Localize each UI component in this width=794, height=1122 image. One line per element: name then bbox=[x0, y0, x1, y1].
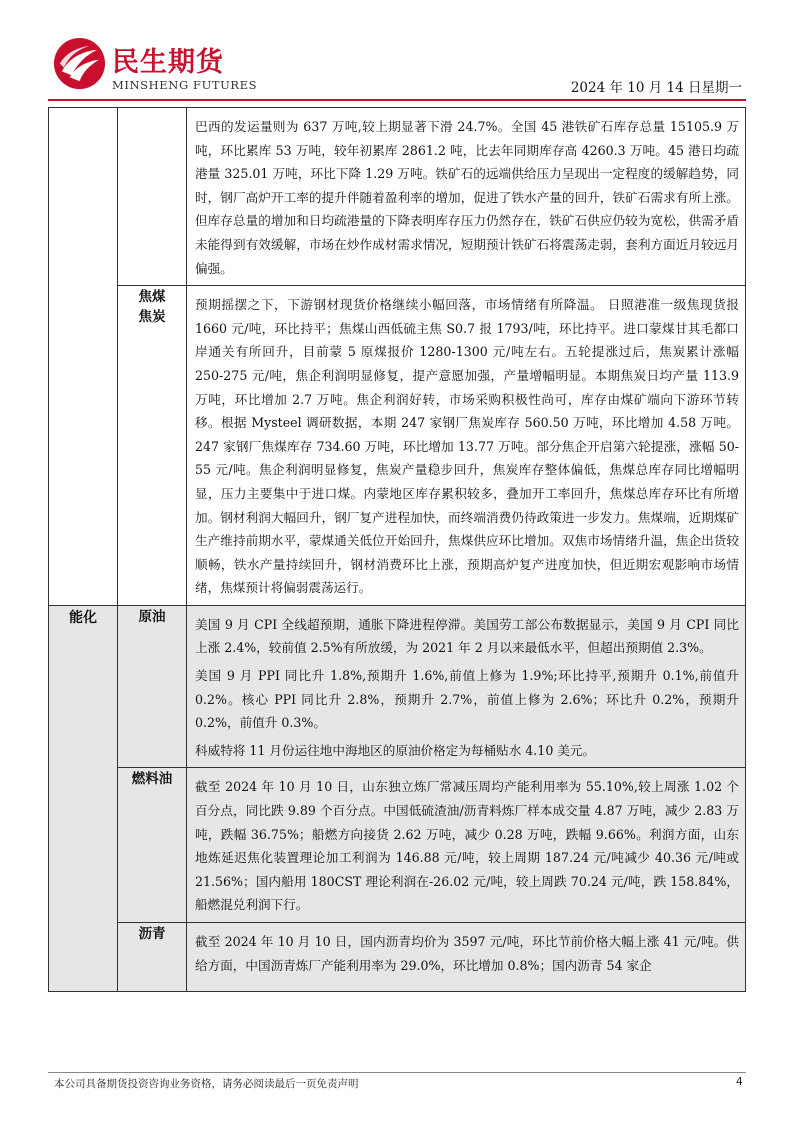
report-date: 2024 年 10 月 14 日星期一 bbox=[570, 80, 742, 96]
content-cell-iron-ore bbox=[187, 108, 746, 286]
header-divider bbox=[48, 99, 746, 101]
content-cell-coking-coal bbox=[187, 286, 746, 606]
product-cell-crude-oil bbox=[118, 605, 187, 768]
product-label: 燃料油 bbox=[131, 771, 173, 788]
page-number: 4 bbox=[736, 1076, 743, 1088]
table-row bbox=[49, 286, 746, 606]
product-cell-fuel-oil bbox=[118, 768, 187, 923]
content-cell-crude-oil bbox=[187, 605, 746, 768]
product-cell-asphalt bbox=[118, 923, 187, 992]
commodity-table bbox=[48, 107, 746, 992]
table-row bbox=[49, 923, 746, 992]
paragraph: 截至 2024 年 10 月 10 日，山东独立炼厂常减压周均产能利用率为 55.10%,较上周涨 1.02 个百分点，同比跌 9.89 个百分点。中国低硫渣油/沥青料炼厂样本成交量 4.87 万吨，减少 2.83 万吨，跌幅 36.75%；船燃方向接货 2.62 万吨，减少 0.28 万吨，跌幅 9.66%。利润方面，山东地炼延迟焦化装置理论加工利润为 146.88 元/吨，较上周期 187.24 元/吨减少 40.36 元/吨或 21.56%；国内船用 180CST 理论利润在-26.02 元/吨，较上周跌 70.24 元/吨，跌 158.84%，船燃混兑利润下行。 bbox=[195, 779, 739, 913]
product-cell bbox=[118, 108, 187, 286]
sector-cell-energy-chem bbox=[49, 605, 118, 991]
paragraph: 预期摇摆之下，下游钢材现货价格继续小幅回落，市场情绪有所降温。 日照港准一级焦现货报 1660 元/吨，环比持平；焦煤山西低硫主焦 S0.7 报 1793/吨，环比持平。进口蒙煤甘其毛都口岸通关有所回升，目前蒙 5 原煤报价 1280-1300 元/吨左右。五轮提涨过后，焦炭累计涨幅 250-275 元/吨，焦企利润明显修复，提产意愿加强，产量增幅明显。本期焦炭日均产量 113.9 万吨，环比增加 2.7 万吨。焦企利润好转，市场采购积极性尚可，库存由煤矿端向下游环节转移。根据 Mysteel 调研数据，本期 247 家钢厂焦炭库存 560.50 万吨，环比增加 4.58 万吨。247 家钢厂焦煤库存 734.60 万吨，环比增加 13.77 万吨。部分焦企开启第六轮提涨，涨幅 50-55 元/吨。焦企利润明显修复，焦炭产量稳步回升，焦炭库存整体偏低，焦煤总库存同比增幅明显，压力主要集中于进口煤。内蒙地区库存累积较多，叠加开工率回升，焦煤总库存环比有所增加。钢材利润大幅回升，钢厂复产进程加快，而终端消费仍待政策进一步发力。焦煤端，近期煤矿生产维持前期水平，蒙煤通关低位开始回升，焦煤供应环比增加。双焦市场情绪升温，焦企出货较顺畅，铁水产量持续回升，钢材消费环比上涨，预期高炉复产进度加快，但近期宏观影响市场情绪，焦煤预计将偏弱震荡运行。 bbox=[195, 297, 739, 596]
content-cell-fuel-oil bbox=[187, 768, 746, 923]
paragraph: 科威特将 11 月份运往地中海地区的原油价格定为每桶贴水 4.10 美元。 bbox=[195, 742, 596, 758]
table-row bbox=[49, 108, 746, 286]
content-clip bbox=[195, 930, 739, 986]
page-header bbox=[48, 36, 746, 98]
paragraph: 巴西的发运量则为 637 万吨,较上期显著下滑 24.7%。全国 45 港铁矿石库存总量 15105.9 万吨，环比累库 53 万吨，较年初累库 2861.2 吨，比去年同期库存高 4260.3 万吨。45 港日均疏港量 325.01 万吨，环比下降 1.29 万吨。铁矿石的远端供给压力呈现出一定程度的缓解趋势，同时，钢厂高炉开工率的提升伴随着盈利率的增加，促进了铁水产量的回升，铁矿石需求有所上涨。但库存总量的增加和日均疏港量的下降表明库存压力仍然存在，铁矿石供应仍较为宽松，供需矛盾未能得到有效缓解，市场在炒作成材需求情况，短期预计铁矿石将震荡走弱，套利方面近月较远月偏强。 bbox=[195, 119, 739, 276]
paragraph: 美国 9 月 PPI 同比升 1.8%,预期升 1.6%,前值上修为 1.9%;环比持平,预期升 0.1%,前值升 0.2%。核心 PPI 同比升 2.8%，预期升 2.7%，前值上修为 2.6%；环比升 0.2%，预期升 0.2%，前值升 0.3%。 bbox=[195, 668, 739, 731]
paragraph: 截至 2024 年 10 月 10 日，国内沥青均价为 3597 元/吨，环比节前价格大幅上涨 41 元/吨。供给方面，中国沥青炼厂产能利用率为 29.0%，环比增加 0.8%；国内沥青 54 家企 bbox=[195, 934, 739, 973]
product-cell-coking-coal bbox=[118, 286, 187, 606]
paragraph: 美国 9 月 CPI 全线超预期，通胀下降进程停滞。美国劳工部公布数据显示，美国 9 月 CPI 同比上涨 2.4%，较前值 2.5%有所放缓，为 2021 年 2 月以来最低水平，但超出预期值 2.3%。 bbox=[195, 616, 739, 656]
sector-label: 能化 bbox=[69, 609, 97, 626]
sector-cell bbox=[49, 108, 118, 606]
content-cell-asphalt bbox=[187, 923, 746, 992]
brand-name-en: MINSHENG FUTURES bbox=[112, 78, 258, 92]
product-label: 焦煤 焦炭 bbox=[138, 289, 166, 326]
table-row bbox=[49, 768, 746, 923]
product-label: 原油 bbox=[138, 608, 166, 625]
footer-disclaimer: 本公司具备期货投资咨询业务资格，请务必阅读最后一页免责声明 bbox=[54, 1078, 359, 1090]
product-label: 沥青 bbox=[138, 926, 166, 942]
minsheng-logo-icon bbox=[52, 36, 107, 91]
brand-name-cn: 民生期货 bbox=[112, 47, 224, 78]
footer-divider bbox=[48, 1072, 746, 1073]
table-row bbox=[49, 605, 746, 768]
